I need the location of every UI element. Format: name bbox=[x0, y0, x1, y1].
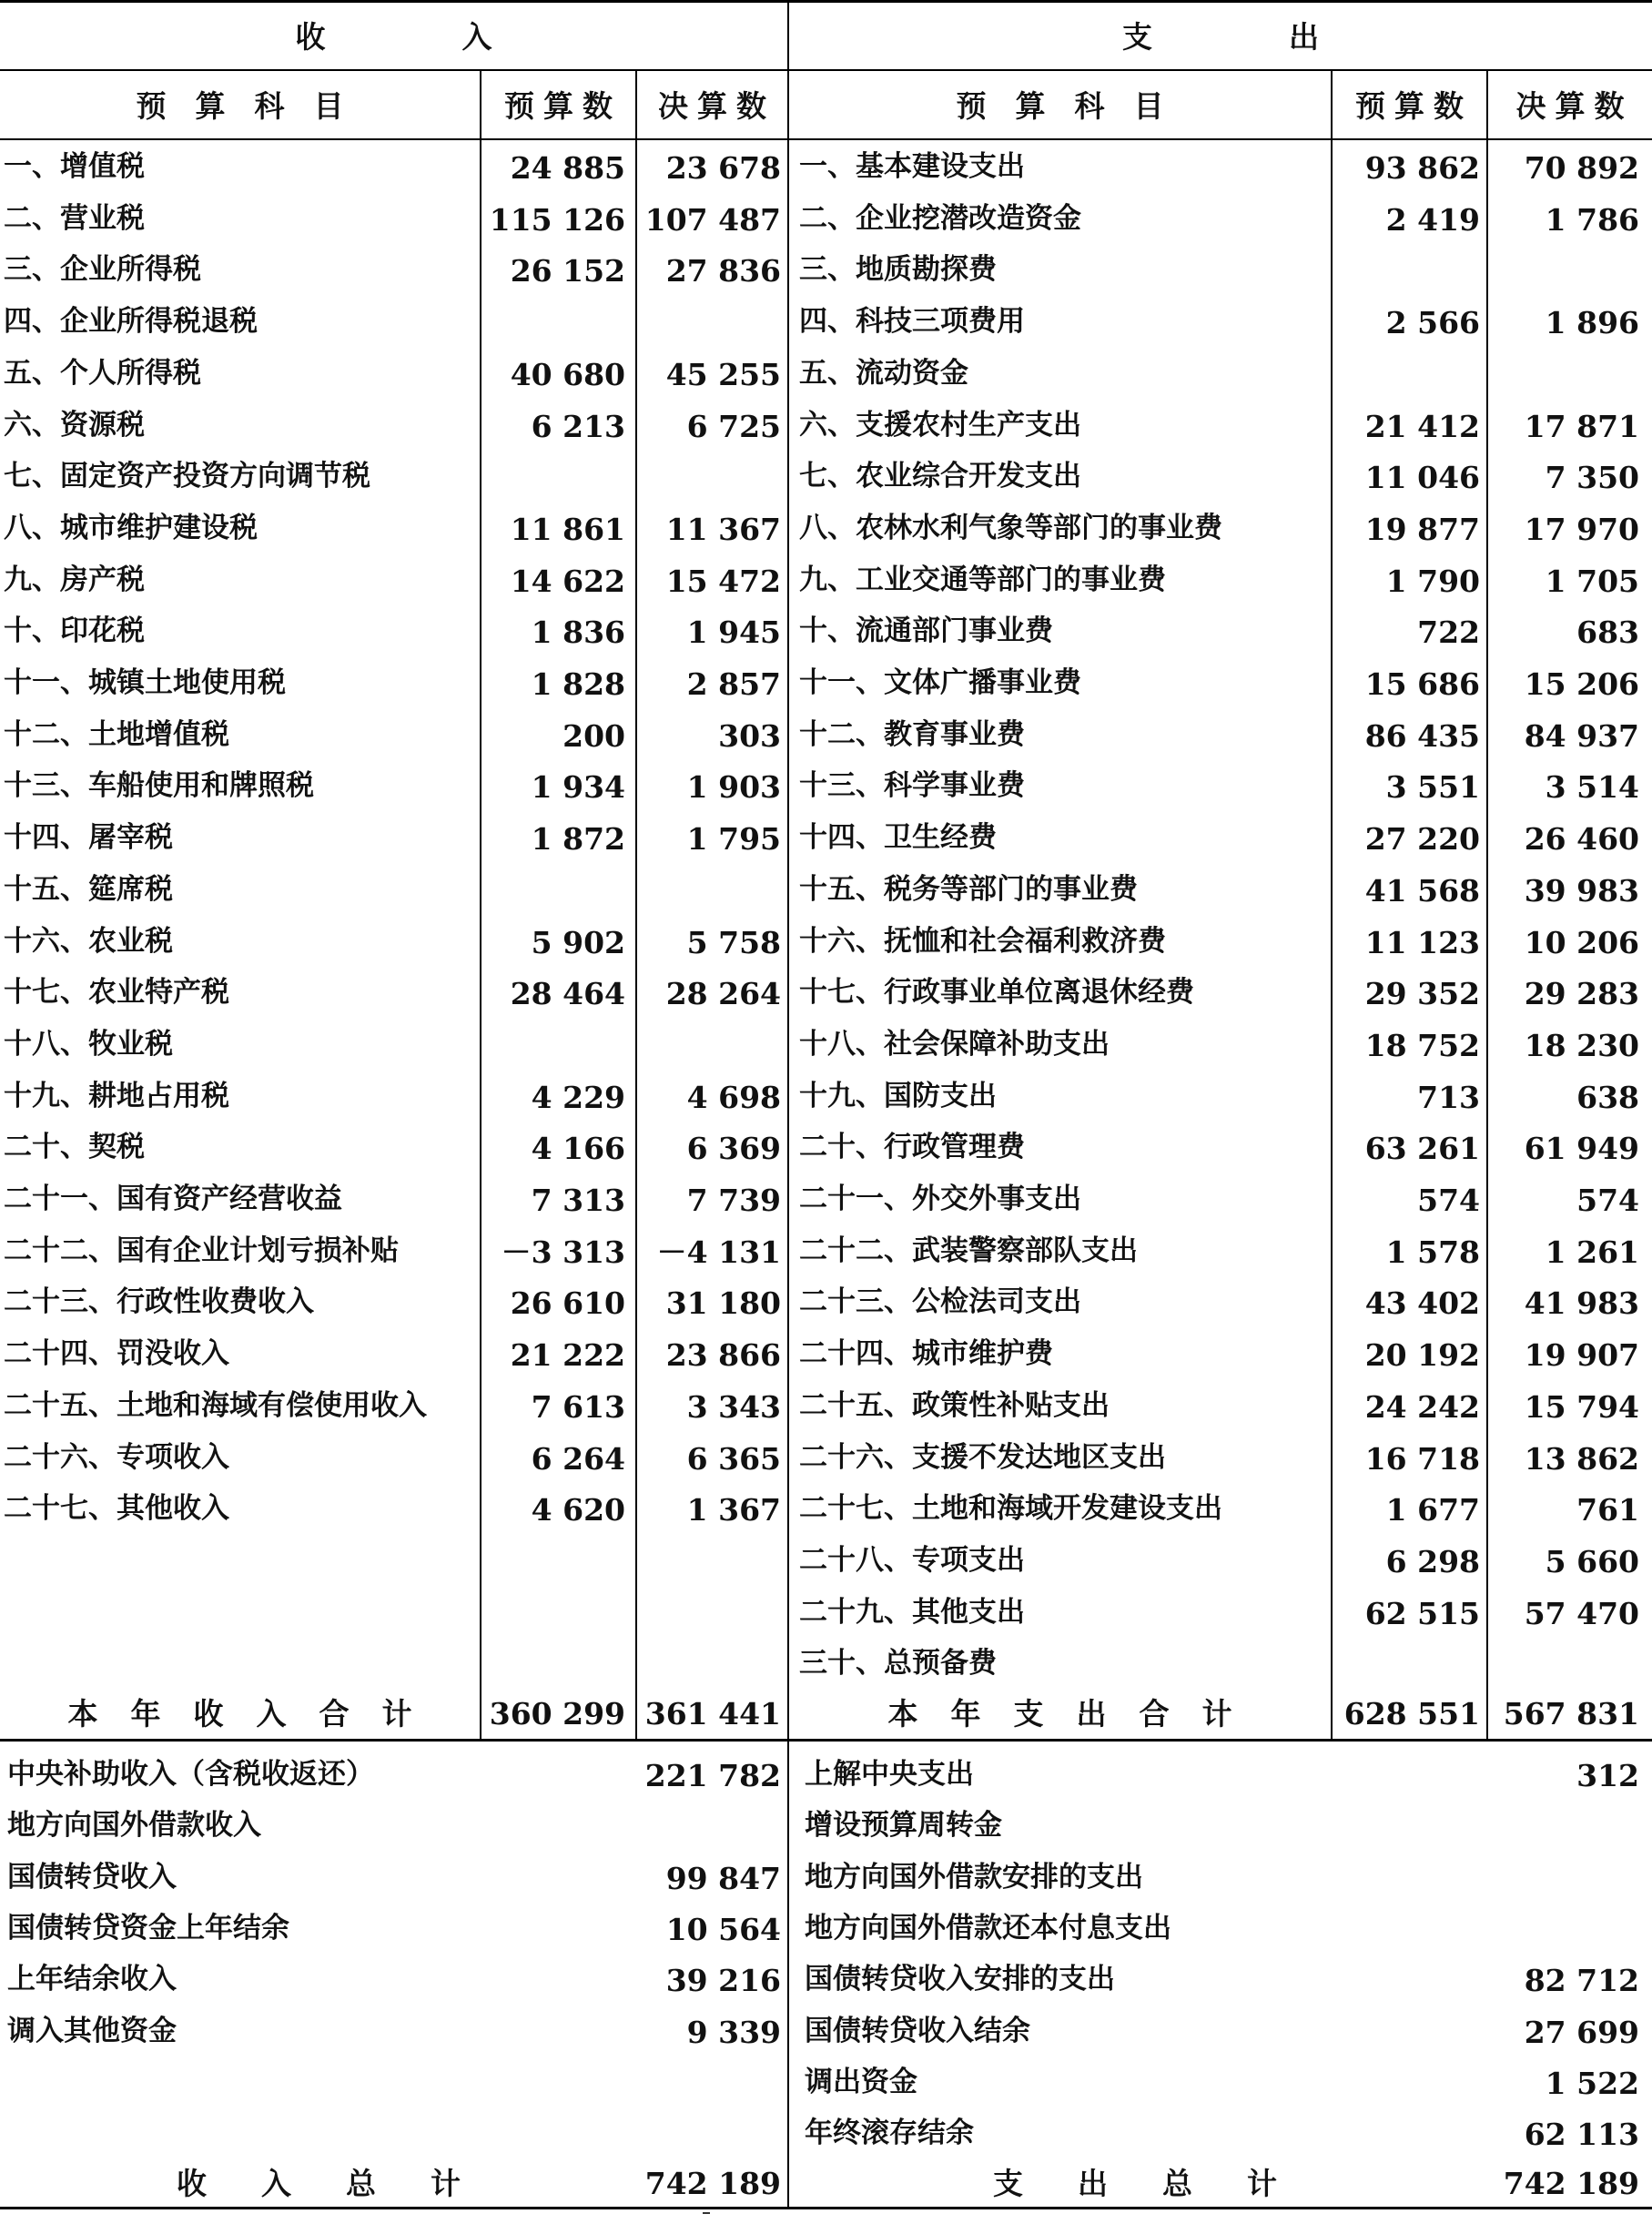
expenditure-item-name: 十八、社会保障补助支出 bbox=[799, 1028, 1110, 1061]
income-grand-total-value: 742 189 bbox=[644, 2166, 781, 2201]
income-item-name: 二十六、专项收入 bbox=[4, 1441, 229, 1474]
income-extra-value: 9 339 bbox=[686, 2015, 781, 2050]
income-item-name: 二十四、罚没收入 bbox=[4, 1337, 229, 1370]
expenditure-final-header: 决算数 bbox=[1515, 88, 1634, 124]
expenditure-item-final: 1 786 bbox=[1545, 202, 1639, 238]
expenditure-item-budget: 1 578 bbox=[1385, 1234, 1480, 1270]
expenditure-item-final: 5 660 bbox=[1545, 1544, 1639, 1579]
income-item-final: 6 365 bbox=[686, 1441, 781, 1477]
income-item-budget: 1 934 bbox=[531, 769, 625, 805]
expenditure-item-name: 二十二、武装警察部队支出 bbox=[799, 1234, 1138, 1267]
rule-below-section-header bbox=[0, 69, 1652, 71]
rule-bottom bbox=[0, 2207, 1652, 2209]
expenditure-item-name: 四、科技三项费用 bbox=[799, 305, 1025, 338]
income-item-budget: －3 313 bbox=[501, 1234, 625, 1270]
expenditure-extra-name: 上解中央支出 bbox=[805, 1758, 974, 1791]
income-item-name: 十八、牧业税 bbox=[4, 1028, 173, 1061]
income-item-name: 七、固定资产投资方向调节税 bbox=[4, 460, 370, 493]
expenditure-item-budget: 43 402 bbox=[1364, 1285, 1480, 1321]
expenditure-item-budget: 18 752 bbox=[1364, 1028, 1480, 1063]
rule-income-final bbox=[635, 69, 637, 1741]
income-item-final: 45 255 bbox=[665, 357, 781, 392]
expenditure-item-final: 17 871 bbox=[1524, 409, 1639, 444]
income-item-final: 23 866 bbox=[665, 1337, 781, 1373]
income-subject-header: 预算科目 bbox=[136, 88, 373, 124]
income-item-final: 6 725 bbox=[686, 409, 781, 444]
expenditure-item-name: 十九、国防支出 bbox=[799, 1080, 997, 1112]
income-item-final: 23 678 bbox=[665, 150, 781, 186]
income-item-budget: 40 680 bbox=[510, 357, 625, 392]
expenditure-item-budget: 11 046 bbox=[1364, 460, 1480, 495]
expenditure-extra-name: 地方向国外借款安排的支出 bbox=[805, 1861, 1143, 1894]
income-item-name: 十四、屠宰税 bbox=[4, 821, 173, 854]
expenditure-item-final: 1 261 bbox=[1545, 1234, 1639, 1270]
income-item-final: 27 836 bbox=[665, 253, 781, 289]
expenditure-item-budget: 574 bbox=[1417, 1183, 1480, 1218]
expenditure-extra-name: 年终滚存结余 bbox=[805, 2117, 974, 2149]
income-final-header: 决算数 bbox=[658, 88, 775, 124]
income-item-name: 十九、耕地占用税 bbox=[4, 1080, 229, 1112]
expenditure-item-budget: 11 123 bbox=[1364, 925, 1480, 960]
income-section-header: 收入 bbox=[295, 19, 629, 55]
income-extra-name: 地方向国外借款收入 bbox=[7, 1809, 261, 1842]
income-item-final: 1 945 bbox=[686, 614, 781, 650]
income-item-final: 2 857 bbox=[686, 666, 781, 702]
expenditure-item-budget: 3 551 bbox=[1385, 769, 1480, 805]
income-item-final: 7 739 bbox=[686, 1183, 781, 1218]
income-item-name: 二十二、国有企业计划亏损补贴 bbox=[4, 1234, 399, 1267]
expenditure-item-name: 二、企业挖潜改造资金 bbox=[799, 202, 1081, 235]
income-item-name: 二、营业税 bbox=[4, 202, 145, 235]
income-extra-name: 调入其他资金 bbox=[7, 2015, 177, 2047]
income-item-final: 1 367 bbox=[686, 1492, 781, 1528]
income-item-budget: 1 836 bbox=[531, 614, 625, 650]
expenditure-item-name: 八、农林水利气象等部门的事业费 bbox=[799, 512, 1222, 544]
expenditure-item-name: 二十七、土地和海域开发建设支出 bbox=[799, 1492, 1222, 1525]
expenditure-subject-header: 预算科目 bbox=[956, 88, 1193, 124]
expenditure-year-total-final: 567 831 bbox=[1503, 1696, 1639, 1731]
rule-below-column-header bbox=[0, 138, 1652, 140]
income-extra-name: 中央补助收入（含税收返还） bbox=[7, 1758, 374, 1791]
expenditure-item-budget: 62 515 bbox=[1364, 1596, 1480, 1631]
expenditure-item-budget: 41 568 bbox=[1364, 873, 1480, 909]
expenditure-item-budget: 1 790 bbox=[1385, 564, 1480, 599]
expenditure-item-name: 二十五、政策性补贴支出 bbox=[799, 1389, 1110, 1422]
expenditure-item-budget: 93 862 bbox=[1364, 150, 1480, 186]
expenditure-item-name: 二十三、公检法司支出 bbox=[799, 1285, 1081, 1318]
expenditure-item-name: 十、流通部门事业费 bbox=[799, 614, 1053, 647]
expenditure-item-budget: 1 677 bbox=[1385, 1492, 1480, 1528]
income-item-budget: 11 861 bbox=[510, 512, 625, 547]
expenditure-item-name: 二十六、支援不发达地区支出 bbox=[799, 1441, 1166, 1474]
income-year-total-final: 361 441 bbox=[644, 1696, 781, 1731]
expenditure-item-final: 17 970 bbox=[1524, 512, 1639, 547]
income-item-budget: 4 229 bbox=[531, 1080, 625, 1115]
expenditure-item-name: 七、农业综合开发支出 bbox=[799, 460, 1081, 493]
expenditure-extra-name: 国债转贷收入安排的支出 bbox=[805, 1963, 1115, 1996]
income-item-budget: 21 222 bbox=[510, 1337, 625, 1373]
expenditure-item-name: 二十、行政管理费 bbox=[799, 1131, 1025, 1163]
expenditure-item-budget: 27 220 bbox=[1364, 821, 1480, 857]
expenditure-item-final: 1 896 bbox=[1545, 305, 1639, 340]
income-item-final: 5 758 bbox=[686, 925, 781, 960]
income-item-budget: 4 166 bbox=[531, 1131, 625, 1166]
expenditure-budget-header: 预算数 bbox=[1355, 88, 1473, 124]
rule-above-totals bbox=[0, 1739, 1652, 1742]
expenditure-item-final: 15 206 bbox=[1524, 666, 1639, 702]
income-item-name: 十二、土地增值税 bbox=[4, 718, 229, 751]
expenditure-item-final: 61 949 bbox=[1524, 1131, 1639, 1166]
expenditure-item-final: 29 283 bbox=[1524, 976, 1639, 1011]
income-item-budget: 24 885 bbox=[510, 150, 625, 186]
expenditure-extra-value: 62 113 bbox=[1524, 2117, 1639, 2152]
expenditure-item-budget: 713 bbox=[1417, 1080, 1480, 1115]
expenditure-grand-total-value: 742 189 bbox=[1503, 2166, 1639, 2201]
expenditure-extra-value: 1 522 bbox=[1545, 2066, 1639, 2101]
income-item-final: 1 903 bbox=[686, 769, 781, 805]
expenditure-item-final: 683 bbox=[1576, 614, 1639, 650]
expenditure-item-final: 638 bbox=[1576, 1080, 1639, 1115]
income-item-final: 3 343 bbox=[686, 1389, 781, 1425]
income-item-name: 二十一、国有资产经营收益 bbox=[4, 1183, 342, 1215]
expenditure-item-name: 二十四、城市维护费 bbox=[799, 1337, 1053, 1370]
income-item-name: 三、企业所得税 bbox=[4, 253, 201, 286]
expenditure-item-final: 19 907 bbox=[1524, 1337, 1639, 1373]
income-item-final: 28 264 bbox=[665, 976, 781, 1011]
expenditure-item-final: 84 937 bbox=[1524, 718, 1639, 754]
income-item-name: 二十、契税 bbox=[4, 1131, 145, 1163]
expenditure-item-final: 57 470 bbox=[1524, 1596, 1639, 1631]
expenditure-item-name: 十七、行政事业单位离退休经费 bbox=[799, 976, 1194, 1009]
income-item-budget: 6 264 bbox=[531, 1441, 625, 1477]
income-item-budget: 28 464 bbox=[510, 976, 625, 1011]
expenditure-item-final: 1 705 bbox=[1545, 564, 1639, 599]
income-extra-value: 99 847 bbox=[665, 1861, 781, 1896]
expenditure-item-budget: 2 419 bbox=[1385, 202, 1480, 238]
expenditure-item-name: 十二、教育事业费 bbox=[799, 718, 1025, 751]
income-extra-name: 上年结余收入 bbox=[7, 1963, 177, 1996]
income-extra-value: 10 564 bbox=[665, 1912, 781, 1947]
income-item-name: 八、城市维护建设税 bbox=[4, 512, 258, 544]
expenditure-item-name: 三、地质勘探费 bbox=[799, 253, 997, 286]
income-item-budget: 5 902 bbox=[531, 925, 625, 960]
expenditure-item-name: 十五、税务等部门的事业费 bbox=[799, 873, 1138, 906]
income-item-final: －4 131 bbox=[656, 1234, 781, 1270]
expenditure-item-budget: 86 435 bbox=[1364, 718, 1480, 754]
expenditure-item-budget: 24 242 bbox=[1364, 1389, 1480, 1425]
expenditure-item-budget: 722 bbox=[1417, 614, 1480, 650]
income-item-budget: 14 622 bbox=[510, 564, 625, 599]
income-item-final: 107 487 bbox=[644, 202, 781, 238]
income-item-name: 六、资源税 bbox=[4, 409, 145, 442]
income-extra-name: 国债转贷资金上年结余 bbox=[7, 1912, 289, 1945]
expenditure-item-name: 十三、科学事业费 bbox=[799, 769, 1025, 802]
expenditure-item-final: 18 230 bbox=[1524, 1028, 1639, 1063]
income-item-name: 二十三、行政性收费收入 bbox=[4, 1285, 314, 1318]
rule-center bbox=[787, 0, 789, 2209]
income-budget-header: 预算数 bbox=[504, 88, 622, 124]
income-item-budget: 7 613 bbox=[531, 1389, 625, 1425]
income-extra-name: 国债转贷收入 bbox=[7, 1861, 177, 1894]
expenditure-item-name: 六、支援农村生产支出 bbox=[799, 409, 1081, 442]
income-grand-total-label: 收入总计 bbox=[177, 2166, 515, 2201]
expenditure-item-final: 574 bbox=[1576, 1183, 1639, 1218]
expenditure-item-final: 15 794 bbox=[1524, 1389, 1639, 1425]
expenditure-grand-total-label: 支出总计 bbox=[993, 2166, 1332, 2201]
expenditure-extra-name: 调出资金 bbox=[805, 2066, 917, 2098]
income-item-name: 二十五、土地和海域有偿使用收入 bbox=[4, 1389, 427, 1422]
expenditure-year-total-label: 本年支出合计 bbox=[887, 1696, 1265, 1731]
expenditure-item-name: 九、工业交通等部门的事业费 bbox=[799, 564, 1166, 596]
income-year-total-budget: 360 299 bbox=[489, 1696, 625, 1731]
income-item-name: 十三、车船使用和牌照税 bbox=[4, 769, 314, 802]
expenditure-item-budget: 29 352 bbox=[1364, 976, 1480, 1011]
expenditure-item-budget: 6 298 bbox=[1385, 1544, 1480, 1579]
income-item-name: 四、企业所得税退税 bbox=[4, 305, 258, 338]
income-item-budget: 1 828 bbox=[531, 666, 625, 702]
expenditure-year-total-budget: 628 551 bbox=[1343, 1696, 1480, 1731]
expenditure-extra-name: 地方向国外借款还本付息支出 bbox=[805, 1912, 1171, 1945]
expenditure-item-name: 一、基本建设支出 bbox=[799, 150, 1025, 183]
expenditure-item-final: 70 892 bbox=[1524, 150, 1639, 186]
expenditure-item-final: 10 206 bbox=[1524, 925, 1639, 960]
income-item-final: 31 180 bbox=[665, 1285, 781, 1321]
income-item-budget: 7 313 bbox=[531, 1183, 625, 1218]
expenditure-item-budget: 16 718 bbox=[1364, 1441, 1480, 1477]
expenditure-extra-name: 国债转贷收入结余 bbox=[805, 2015, 1030, 2047]
expenditure-item-budget: 15 686 bbox=[1364, 666, 1480, 702]
expenditure-item-budget: 20 192 bbox=[1364, 1337, 1480, 1373]
expenditure-item-name: 二十一、外交外事支出 bbox=[799, 1183, 1081, 1215]
income-item-budget: 26 610 bbox=[510, 1285, 625, 1321]
income-item-final: 303 bbox=[718, 718, 781, 754]
expenditure-item-budget: 63 261 bbox=[1364, 1131, 1480, 1166]
income-item-name: 十、印花税 bbox=[4, 614, 145, 647]
expenditure-extra-value: 312 bbox=[1576, 1758, 1639, 1793]
income-item-final: 1 795 bbox=[686, 821, 781, 857]
expenditure-item-budget: 21 412 bbox=[1364, 409, 1480, 444]
income-item-name: 九、房产税 bbox=[4, 564, 145, 596]
expenditure-item-final: 7 350 bbox=[1545, 460, 1639, 495]
income-extra-value: 39 216 bbox=[665, 1963, 781, 1998]
income-extra-value: 221 782 bbox=[644, 1758, 781, 1793]
income-item-final: 6 369 bbox=[686, 1131, 781, 1166]
page-mark bbox=[703, 2212, 710, 2214]
rule-top bbox=[0, 0, 1652, 3]
expenditure-item-name: 二十八、专项支出 bbox=[799, 1544, 1025, 1577]
income-item-budget: 200 bbox=[562, 718, 625, 754]
income-item-name: 一、增值税 bbox=[4, 150, 145, 183]
income-item-final: 15 472 bbox=[665, 564, 781, 599]
income-item-final: 11 367 bbox=[665, 512, 781, 547]
expenditure-item-name: 二十九、其他支出 bbox=[799, 1596, 1025, 1629]
income-item-budget: 26 152 bbox=[510, 253, 625, 289]
income-item-name: 二十七、其他收入 bbox=[4, 1492, 229, 1525]
income-item-budget: 6 213 bbox=[531, 409, 625, 444]
expenditure-extra-value: 82 712 bbox=[1524, 1963, 1639, 1998]
expenditure-extra-value: 27 699 bbox=[1524, 2015, 1639, 2050]
expenditure-item-budget: 19 877 bbox=[1364, 512, 1480, 547]
expenditure-item-name: 十一、文体广播事业费 bbox=[799, 666, 1081, 699]
expenditure-item-budget: 2 566 bbox=[1385, 305, 1480, 340]
expenditure-extra-name: 增设预算周转金 bbox=[805, 1809, 1002, 1842]
income-item-name: 十七、农业特产税 bbox=[4, 976, 229, 1009]
income-item-name: 十一、城镇土地使用税 bbox=[4, 666, 286, 699]
expenditure-item-final: 3 514 bbox=[1545, 769, 1639, 805]
expenditure-item-final: 13 862 bbox=[1524, 1441, 1639, 1477]
income-item-name: 十六、农业税 bbox=[4, 925, 173, 958]
income-year-total-label: 本年收入合计 bbox=[67, 1696, 445, 1731]
income-item-name: 十五、筵席税 bbox=[4, 873, 173, 906]
expenditure-item-name: 十四、卫生经费 bbox=[799, 821, 997, 854]
expenditure-item-name: 三十、总预备费 bbox=[799, 1647, 997, 1680]
income-item-budget: 4 620 bbox=[531, 1492, 625, 1528]
income-item-final: 4 698 bbox=[686, 1080, 781, 1115]
rule-income-budget bbox=[480, 69, 481, 1741]
expenditure-item-final: 761 bbox=[1576, 1492, 1639, 1528]
income-item-budget: 115 126 bbox=[489, 202, 625, 238]
expenditure-item-name: 五、流动资金 bbox=[799, 357, 968, 390]
expenditure-section-header: 支出 bbox=[1122, 19, 1455, 55]
expenditure-item-name: 十六、抚恤和社会福利救济费 bbox=[799, 925, 1166, 958]
expenditure-item-final: 41 983 bbox=[1524, 1285, 1639, 1321]
income-item-budget: 1 872 bbox=[531, 821, 625, 857]
expenditure-item-final: 26 460 bbox=[1524, 821, 1639, 857]
income-item-name: 五、个人所得税 bbox=[4, 357, 201, 390]
expenditure-item-final: 39 983 bbox=[1524, 873, 1639, 909]
